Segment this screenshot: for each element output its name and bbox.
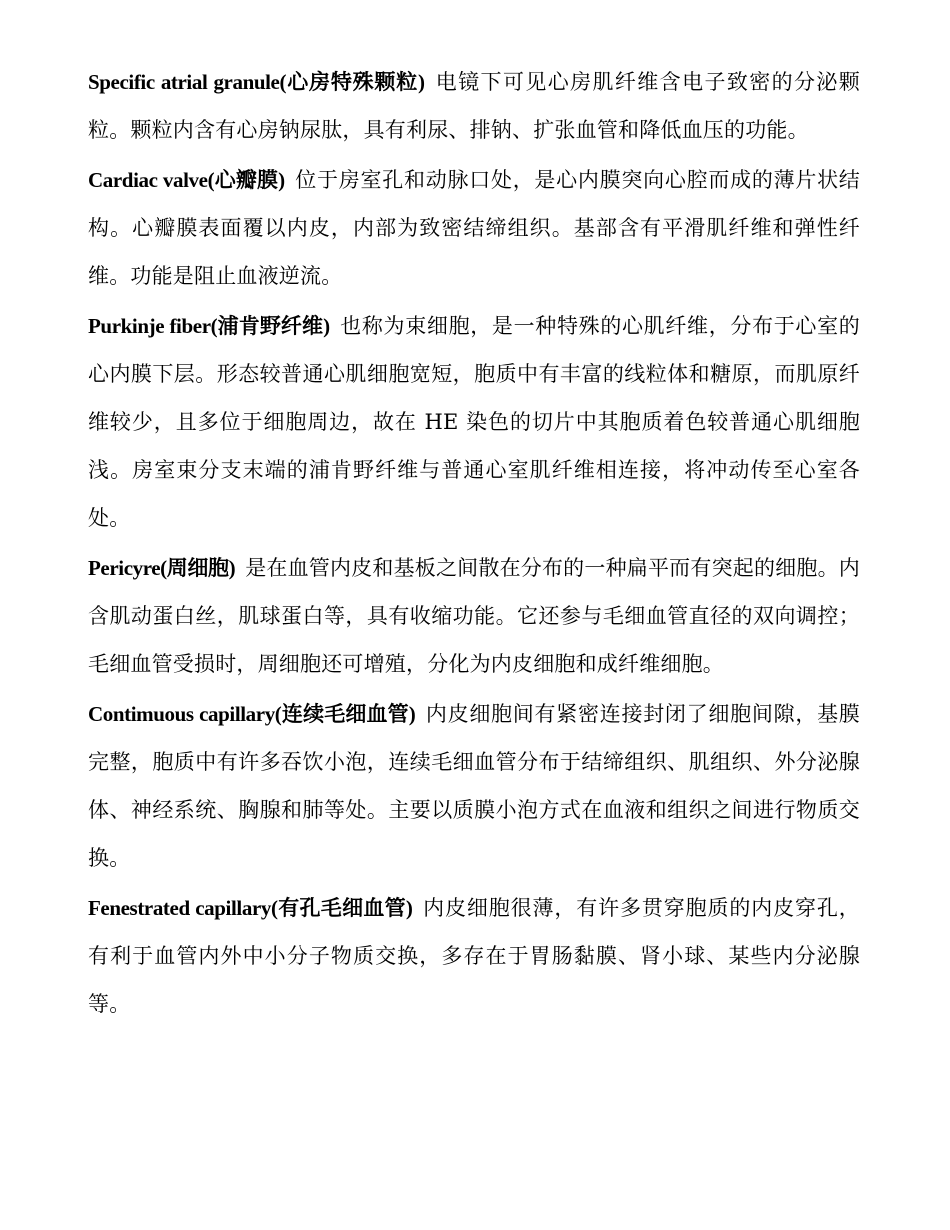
entry-term: Contimuous capillary(连续毛细血管)	[88, 702, 416, 726]
entry-term: Fenestrated capillary(有孔毛细血管)	[88, 896, 413, 920]
entry-specific-atrial-granule	[88, 58, 860, 154]
entry-fenestrated-capillary	[88, 884, 860, 1028]
entry-term: Specific atrial granule(心房特殊颗粒)	[88, 70, 425, 94]
entry-purkinje-fiber	[88, 302, 860, 542]
entry-term: Pericyre(周细胞)	[88, 556, 236, 580]
entry-text: 电镜下可见心房肌纤维含电子致密的分泌颗粒。颗粒内含有心房钠尿肽，具有利尿、排钠、扩张血管和降低血压的功能。	[88, 70, 860, 142]
entry-cardiac-valve	[88, 156, 860, 300]
entry-text: 位于房室孔和动脉口处，是心内膜突向心腔而成的薄片状结构。心瓣膜表面覆以内皮，内部为致密结缔组织。基部含有平滑肌纤维和弹性纤维。功能是阻止血液逆流。	[88, 168, 861, 288]
entry-text: 是在血管内皮和基板之间散在分布的一种扁平而有突起的细胞。内含肌动蛋白丝，肌球蛋白等，具有收缩功能。它还参与毛细血管直径的双向调控；毛细血管受损时，周细胞还可增殖，分化为内皮细胞和成纤维细胞。	[88, 556, 860, 676]
entry-term: Purkinje fiber(浦肯野纤维)	[88, 314, 330, 338]
entry-text: 内皮细胞间有紧密连接封闭了细胞间隙，基膜完整，胞质中有许多吞饮小泡，连续毛细血管分布于结缔组织、肌组织、外分泌腺体、神经系统、胸腺和肺等处。主要以质膜小泡方式在血液和组织之间进行物质交换。	[88, 702, 860, 870]
document-page	[88, 58, 860, 1030]
entry-text: 内皮细胞很薄，有许多贯穿胞质的内皮穿孔，有利于血管内外中小分子物质交换，多存在于胃肠黏膜、肾小球、某些内分泌腺等。	[88, 896, 861, 1016]
entry-continuous-capillary	[88, 690, 860, 882]
entry-pericyte	[88, 544, 860, 688]
entry-text: 也称为束细胞，是一种特殊的心肌纤维，分布于心室的心内膜下层。形态较普通心肌细胞宽短，胞质中有丰富的线粒体和糖原，而肌原纤维较少，且多位于细胞周边，故在 HE 染色的切片中其胞质着色较普通心肌细胞浅。房室束分支末端的浦肯野纤维与普通心室肌纤维相连接，将冲动传至心室各处。	[88, 314, 860, 530]
entry-term: Cardiac valve(心瓣膜)	[88, 168, 285, 192]
